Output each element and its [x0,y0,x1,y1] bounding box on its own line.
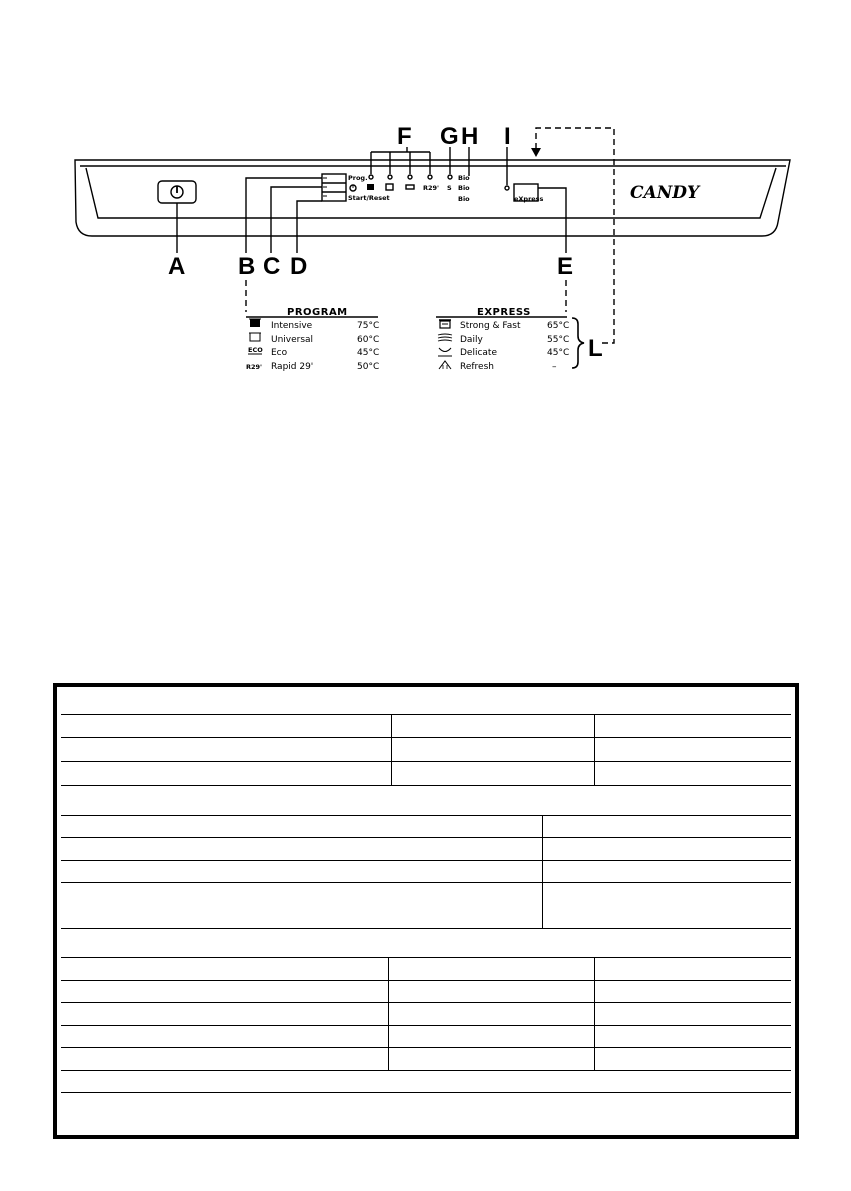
program-temp: 45°C [357,348,380,358]
program-button-group[interactable] [322,174,346,201]
list-item [249,333,379,345]
eco-icon [406,185,414,189]
salt-icon: S [447,184,452,192]
express-name: Refresh [460,362,494,372]
power-button[interactable] [158,181,196,203]
table-cell [594,762,791,785]
callout-a: A [168,253,186,280]
express-legend-title: EXPRESS [477,307,531,318]
express-label: eXpress [514,195,544,203]
table-row [61,1070,791,1092]
table-section-header [61,785,791,815]
table-section-header [61,928,791,957]
timer-icon [350,185,356,191]
strong-fast-icon [439,320,451,328]
table-cell [594,1003,791,1025]
table-row [61,837,791,860]
table-cell [594,715,791,737]
table-cell [542,883,791,928]
brand-logo: CANDY [630,183,700,203]
table-cell [594,738,791,761]
eco-icon: ECO [248,346,263,354]
power-icon [171,186,183,198]
program-temp: 75°C [357,321,380,331]
table-row [61,1025,791,1047]
list-item [439,320,569,331]
table-row [61,957,791,980]
svg-text:Bio: Bio [458,195,470,203]
rapid-icon: R29' [423,184,440,192]
callout-b: B [238,253,256,280]
program-name: Universal [271,335,314,345]
table-row [61,714,791,737]
express-name: Delicate [460,348,497,358]
table-cell [542,838,791,860]
express-temp: 45°C [547,348,570,358]
table-row [61,860,791,882]
table-row [61,737,791,761]
panel-program-icons [367,184,452,192]
table-cell [594,1026,791,1047]
express-name: Daily [460,335,483,345]
callout-l: L [588,335,603,362]
table-row [61,1047,791,1070]
refresh-icon [439,361,451,369]
table-cell [542,816,791,837]
program-temp: 50°C [357,362,380,372]
express-temp: 65°C [547,321,570,331]
callout-h: H [461,123,479,150]
table-row [61,761,791,785]
program-legend-title: PROGRAM [287,307,348,318]
table-footer [61,1092,791,1135]
specification-table [53,683,799,1139]
bio-indicators [458,174,470,203]
callout-e: E [557,253,574,280]
daily-icon [438,334,452,341]
intensive-pot-icon [250,319,260,327]
express-temp: – [552,362,557,372]
callout-g: G [440,123,459,150]
list-item [248,346,379,358]
table-row [61,1002,791,1025]
express-temp: 55°C [547,335,570,345]
table-cell [594,1048,791,1070]
svg-text:Bio: Bio [458,184,470,192]
table-row [61,980,791,1002]
express-legend [436,307,584,372]
program-name: Eco [271,348,288,358]
prog-label: Prog. [348,174,368,182]
express-name: Strong & Fast [460,321,521,331]
program-name: Intensive [271,321,313,331]
table-cell [542,861,791,882]
list-item [439,361,557,372]
callout-d: D [290,253,308,280]
callout-f: F [397,123,412,150]
start-reset-label: Start/Reset [348,194,390,202]
callout-c: C [263,253,281,280]
delicate-icon [438,348,452,356]
curly-brace [572,318,584,368]
program-name: Rapid 29' [271,362,314,372]
list-item [246,362,379,372]
program-legend [246,307,379,372]
table-row [61,882,791,928]
table-row [61,815,791,837]
list-item [438,334,569,345]
rapid-icon: R29' [246,363,263,371]
table-cell [594,958,791,980]
list-item [249,319,379,331]
svg-text:Bio: Bio [458,174,470,182]
universal-pot-icon [250,333,260,341]
list-item [438,348,569,358]
intensive-pot-icon [367,184,374,190]
callout-i: I [504,123,511,150]
program-temp: 60°C [357,335,380,345]
table-cell [594,981,791,1002]
universal-pot-icon [386,184,393,190]
